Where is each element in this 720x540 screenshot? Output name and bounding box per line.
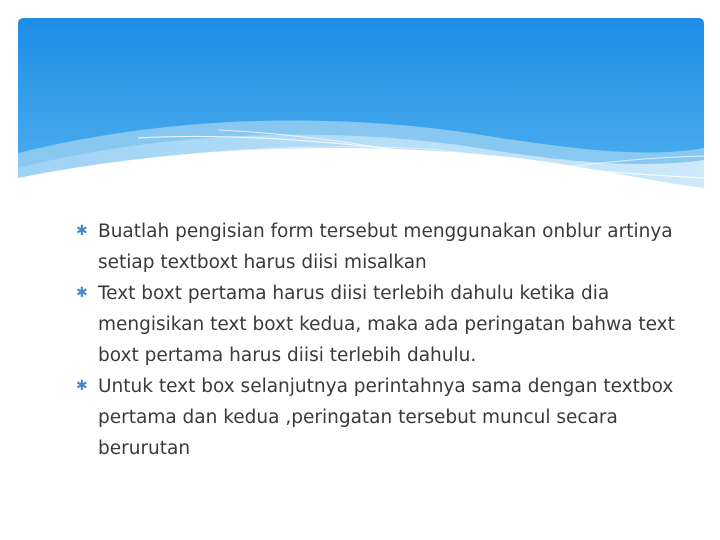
header-wave-graphic [18, 18, 704, 203]
bullet-text: Untuk text box selanjutnya perintahnya sama dengan textbox pertama dan kedua ,peringatan tersebut muncul secara berurutan [98, 376, 674, 459]
header-banner [18, 18, 704, 203]
bullet-list [76, 216, 676, 464]
bullet-text: Buatlah pengisian form tersebut menggunakan onblur artinya setiap textboxt harus diisi misalkan [98, 221, 673, 273]
bullet-content [76, 216, 676, 464]
bullet-text: Text boxt pertama harus diisi terlebih dahulu ketika dia mengisikan text boxt kedua, maka ada peringatan bahwa text boxt pertama harus diisi terlebih dahulu. [98, 283, 675, 366]
bullet-item [76, 371, 676, 464]
bullet-item [76, 278, 676, 371]
bullet-item [76, 216, 676, 278]
asterisk-icon: ✱ [76, 285, 88, 301]
asterisk-icon: ✱ [76, 223, 88, 239]
asterisk-icon: ✱ [76, 378, 88, 394]
